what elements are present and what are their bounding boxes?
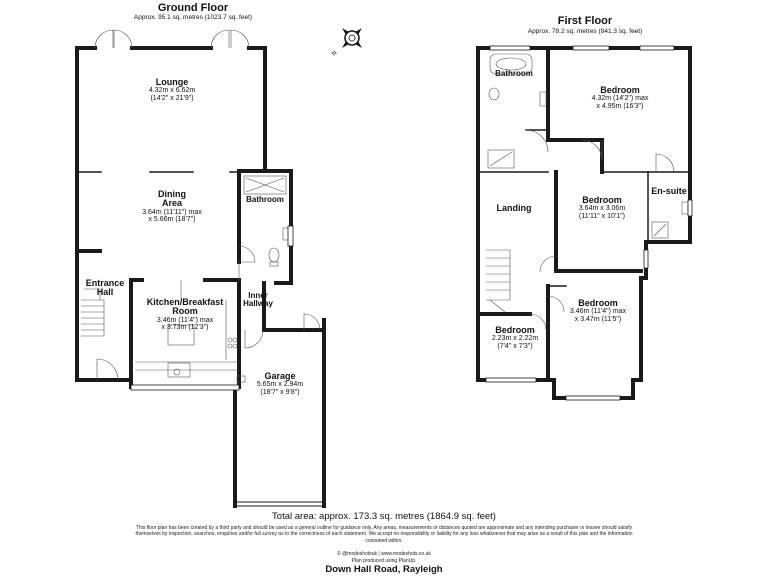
first-floor-area: Approx. 78.2 sq. metres (841.3 sq. feet) [527,28,643,35]
room-label-entrance-hall: Entrance Hall [85,278,125,298]
room-label-first-bathroom: Bathroom [495,69,533,78]
property-address: Down Hall Road, Rayleigh [325,564,443,575]
room-label-inner-hallway: Inner Hallway [243,291,273,309]
first-floor-title: First Floor [557,15,613,27]
ground-floor-walls [77,48,324,506]
svg-text:N: N [331,50,339,58]
room-label-bedroom-1: Bedroom 4.32m (14'2") max x 4.95m (16'3") [591,85,649,110]
room-label-garage: Garage 5.65m x 2.94m (18'7" x 9'8") [256,371,304,396]
compass-rose-icon [331,18,372,58]
ground-floor-title: Ground Floor [157,2,229,14]
credits [0,551,768,564]
room-label-dining-area: Dining Area 3.64m (11'11") max x 5.66m (18'7") [142,189,202,224]
room-label-landing: Landing [496,203,532,213]
ground-floor-area: Approx. 95.1 sq. metres (1023.7 sq. feet) [133,14,253,21]
room-label-lounge: Lounge 4.32m x 6.62m (14'2" x 21'9") [148,77,196,102]
total-area: Total area: approx. 173.3 sq. metres (1864.9 sq. feet) [272,511,496,522]
disclaimer-text: This floor plan has been created by a third party and should be used as a general outline for guidance only. Any areas, measurements or distances quoted are approximate and any intending purchaser or lessee should satisfy themselves by inspection, searches, enquiries and/or full survey as to the correctness of each statement. We accept no responsibility or liability for any loss whatsoever that may arise as a result of this plan and the information contained within. [135,525,633,544]
room-label-en-suite: En-suite [651,186,687,196]
room-label-bedroom-4: Bedroom 2.23m x 2.22m (7'4" x 7'3") [491,325,539,350]
room-label-bedroom-2: Bedroom 3.64m x 3.06m (11'11" x 10'1") [578,195,626,220]
credits-line-1: © @modeshotsuk | www.modeshots.co.uk [337,551,431,557]
room-label-kitchen: Kitchen/Breakfast Room 3.46m (11'4") max x 3.73m (12'3") [146,297,224,332]
credits-line-2: Plan produced using PlanUp. [351,557,417,564]
room-label-bedroom-3: Bedroom 3.46m (11'4") max x 3.47m (11'5") [569,298,627,323]
room-label-ground-bathroom: Bathroom [246,195,284,204]
